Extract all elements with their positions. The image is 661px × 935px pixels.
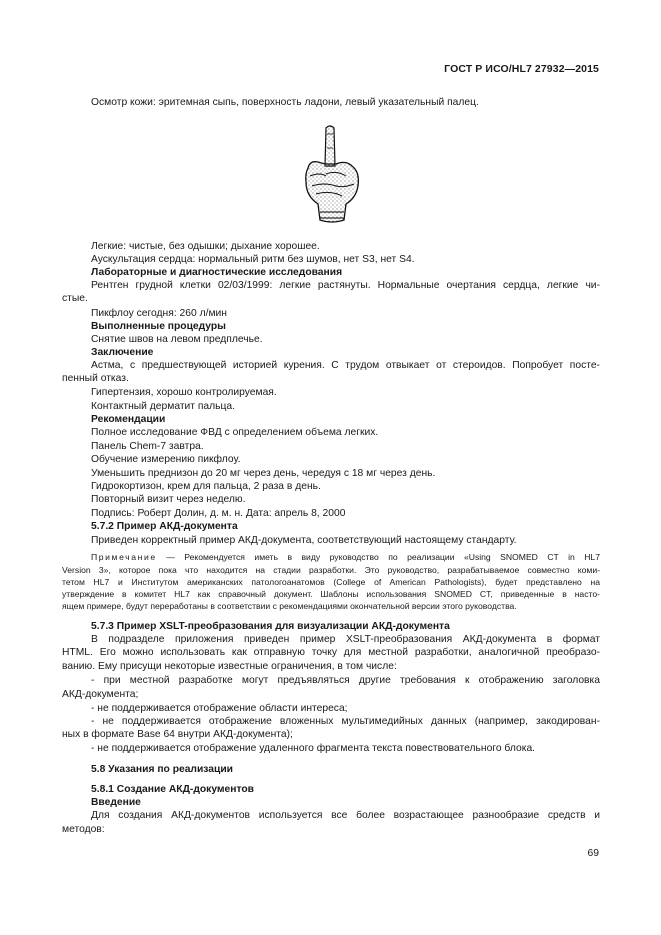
asthma-text-line2: пенный отказ. <box>62 373 129 384</box>
rec-prednisone-text: Уменьшить преднизон до 20 мг через день, чередуя с 18 мг через день. <box>91 468 436 479</box>
note-line1 <box>91 552 600 563</box>
rec-revisit-text: Повторный визит через неделю. <box>91 494 246 505</box>
xray-text-line2: стые. <box>62 293 88 304</box>
note-label: Примечание <box>91 552 157 562</box>
note-line2: Version 3», которое пока что находится на стадии разработки. Это руководство, разрабатываемое совместно коми- <box>62 565 600 575</box>
rec-chem7-text: Панель Chem-7 завтра. <box>91 441 204 452</box>
limitation-3-line2: ных в формате Base 64 внутри АКД-документа); <box>62 729 293 740</box>
lab-heading: Лабораторные и диагностические исследования <box>91 267 343 278</box>
lungs-text: Легкие: чистые, без одышки; дыхание хорошее. <box>91 241 320 252</box>
hypertension-text: Гипертензия, хорошо контролируемая. <box>91 387 277 398</box>
peakflow-text: Пикфлоу сегодня: 260 л/мин <box>91 308 227 319</box>
procedures-heading: Выполненные процедуры <box>91 321 226 332</box>
limitation-4: - не поддерживается отображение удаленного фрагмента текста повествовательного блока. <box>91 743 536 754</box>
page-header-standard: ГОСТ Р ИСО/HL7 27932—2015 <box>444 63 599 75</box>
hand-pointing-finger-icon <box>296 124 368 230</box>
xslt-para-line2: HTML. Его можно использовать как отправную точку для местной разработки, аналогичной преобразо- <box>62 647 600 658</box>
recommendations-heading: Рекомендации <box>91 414 166 425</box>
limitation-3-line1: - не поддерживается отображение вложенных мультимедийных данных (например, закодирован- <box>91 716 600 727</box>
limitation-2: - не поддерживается отображение области интереса; <box>91 703 348 714</box>
procedures-text: Снятие швов на левом предплечье. <box>91 334 263 345</box>
rec-peakflow-text: Обучение измерению пикфлоу. <box>91 454 241 465</box>
signature-text: Подпись: Роберт Долин, д. м. н. Дата: апрель 8, 2000 <box>91 508 346 519</box>
rec-hydrocortisone-text: Гидрокортизон, крем для пальца, 2 раза в день. <box>91 481 321 492</box>
note-line1-text: — Рекомендуется иметь в виду руководство по реализации «Using SNOMED CT in HL7 <box>166 552 600 562</box>
intro-heading: Введение <box>91 797 141 808</box>
limitation-1-line2: АКД-документа; <box>62 689 139 700</box>
limitation-1-line1: - при местной разработке могут предъявляться другие требования к отображению заголовка <box>91 675 600 686</box>
rec-fvd-text: Полное исследование ФВД с определением объема легких. <box>91 427 379 438</box>
dermatitis-text: Контактный дерматит пальца. <box>91 401 236 412</box>
section-573-heading: 5.7.3 Пример XSLT-преобразования для визуализации АКД-документа <box>91 621 450 632</box>
impl-para-line2: методов: <box>62 824 105 835</box>
section-572-text: Приведен корректный пример АКД-документа, соответствующий настоящему стандарту. <box>91 535 517 546</box>
xslt-para-line1: В подразделе приложения приведен пример XSLT-преобразования АКД-документа в формат <box>91 634 600 645</box>
section-572-heading: 5.7.2 Пример АКД-документа <box>91 521 238 532</box>
note-line5: ящем примере, будут переработаны в соответствии с рекомендациями окончательной версии этого руководства. <box>62 601 517 611</box>
xray-text-line1: Рентген грудной клетки 02/03/1999: легкие растянуты. Нормальные очертания сердца, легкие чи- <box>91 280 600 291</box>
note-line3: тетом HL7 и Институтом американских патологоанатомов (College of American Pathologists), будет представлено на <box>62 577 600 587</box>
note-line4: утверждение в комитет HL7 как справочный документ. Шаблоны использования SNOMED CT, приведенные в насто- <box>62 589 600 599</box>
page-number: 69 <box>587 848 599 859</box>
section-581-heading: 5.8.1 Создание АКД-документов <box>91 784 255 795</box>
section-58-heading: 5.8 Указания по реализации <box>91 764 234 775</box>
impl-para-line1: Для создания АКД-документов используется все более возрастающее разнообразие средств и <box>91 810 600 821</box>
xslt-para-line3: ванию. Ему присущи некоторые известные ограничения, в том числе: <box>62 661 397 672</box>
heart-auscultation-text: Аускультация сердца: нормальный ритм без шумов, нет S3, нет S4. <box>91 254 415 265</box>
asthma-text-line1: Астма, с предшествующей историей курения. С трудом отвыкает от стероидов. Попробует посте- <box>91 360 600 371</box>
skin-exam-text: Осмотр кожи: эритемная сыпь, поверхность ладони, левый указательный палец. <box>91 97 479 108</box>
conclusion-heading: Заключение <box>91 347 154 358</box>
